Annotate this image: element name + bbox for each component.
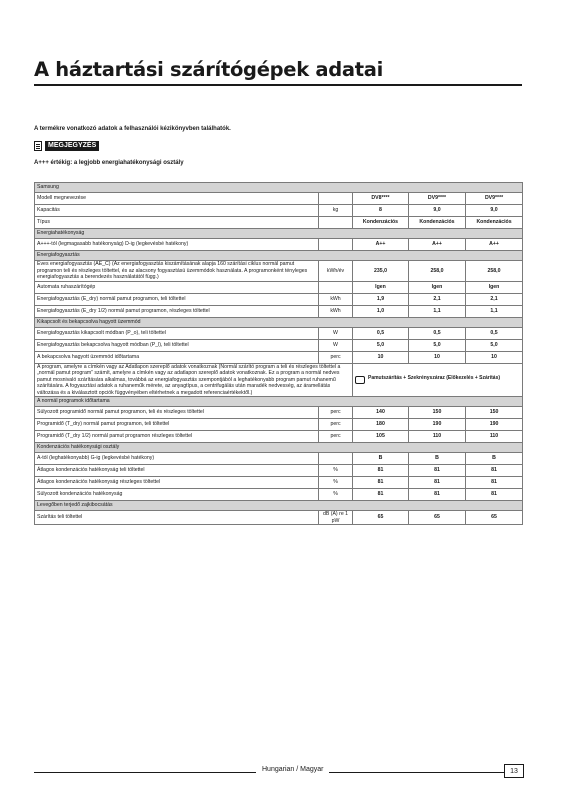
table-row bbox=[35, 327, 523, 339]
row-value: A++ bbox=[353, 239, 409, 251]
table-row bbox=[35, 339, 523, 351]
row-label: Programidő (T_dry 1/2) normál pamut programon részleges töltettel bbox=[35, 431, 319, 443]
row-value: 81 bbox=[353, 465, 409, 477]
row-unit bbox=[319, 453, 353, 465]
row-value: 110 bbox=[409, 431, 466, 443]
intro-text: A termékre vonatkozó adatok a felhasználói kézikönyvben találhatók. bbox=[34, 126, 231, 132]
row-value: A++ bbox=[466, 239, 523, 251]
table-row bbox=[35, 419, 523, 431]
section-row bbox=[35, 229, 523, 239]
row-value: Igen bbox=[409, 281, 466, 293]
row-value: 9,0 bbox=[466, 205, 523, 217]
row-value: 65 bbox=[466, 511, 523, 525]
table-row bbox=[35, 305, 523, 317]
program-note bbox=[355, 375, 520, 384]
row-unit bbox=[319, 217, 353, 229]
row-value: 81 bbox=[466, 489, 523, 501]
row-unit: % bbox=[319, 477, 353, 489]
table-row bbox=[35, 407, 523, 419]
row-value: 110 bbox=[466, 431, 523, 443]
row-value: 190 bbox=[409, 419, 466, 431]
model-row bbox=[35, 193, 523, 205]
table-row bbox=[35, 431, 523, 443]
row-value: 1,1 bbox=[466, 305, 523, 317]
row-value: 65 bbox=[409, 511, 466, 525]
row-value: 5,0 bbox=[466, 339, 523, 351]
row-value: 1,0 bbox=[353, 305, 409, 317]
row-value: 81 bbox=[409, 477, 466, 489]
section-heading: Kondenzációs hatékonysági osztály bbox=[35, 443, 523, 453]
row-label: Súlyozott kondenzációs hatékonyság bbox=[35, 489, 319, 501]
table-row bbox=[35, 205, 523, 217]
row-unit: kWh/év bbox=[319, 261, 353, 282]
row-value: 9,0 bbox=[409, 205, 466, 217]
table-row bbox=[35, 453, 523, 465]
row-value: Kondenzációs bbox=[353, 217, 409, 229]
row-value: 81 bbox=[466, 465, 523, 477]
row-value: 150 bbox=[409, 407, 466, 419]
table-row bbox=[35, 281, 523, 293]
row-unit: kWh bbox=[319, 293, 353, 305]
row-value: B bbox=[409, 453, 466, 465]
section-row bbox=[35, 317, 523, 327]
row-value: 258,0 bbox=[466, 261, 523, 282]
page-title: A háztartási szárítógépek adatai bbox=[34, 58, 384, 81]
row-value: 235,0 bbox=[353, 261, 409, 282]
note-label: MEGJEGYZÉS bbox=[45, 141, 99, 151]
row-label: Szárítás teli töltettel bbox=[35, 511, 319, 525]
row-value: 2,1 bbox=[409, 293, 466, 305]
row-unit: perc bbox=[319, 351, 353, 363]
row-unit: % bbox=[319, 465, 353, 477]
table-row bbox=[35, 363, 523, 397]
note-heading bbox=[34, 140, 99, 152]
table-row bbox=[35, 511, 523, 525]
section-heading: Kikapcsolt és bekapcsolva hagyott üzemmód bbox=[35, 317, 523, 327]
row-value: 105 bbox=[353, 431, 409, 443]
row-label: Energiafogyasztás (E_dry) normál pamut programon, teli töltettel bbox=[35, 293, 319, 305]
table-row bbox=[35, 351, 523, 363]
section-heading: Energiafogyasztás bbox=[35, 251, 523, 261]
table-row bbox=[35, 217, 523, 229]
program-icon bbox=[355, 376, 365, 384]
row-label: Típus bbox=[35, 217, 319, 229]
program-name: Pamutszárítás + Szekrényszáraz (Előkezelés + Szárítás) bbox=[368, 375, 501, 382]
row-value: 10 bbox=[409, 351, 466, 363]
row-value: Igen bbox=[353, 281, 409, 293]
brand-row bbox=[35, 183, 523, 193]
section-heading: Levegőben terjedő zajkibocsátás bbox=[35, 501, 523, 511]
model-name: DV9**** bbox=[409, 193, 466, 205]
section-row bbox=[35, 501, 523, 511]
section-heading: Energiahatékonyság bbox=[35, 229, 523, 239]
row-value: 150 bbox=[466, 407, 523, 419]
row-label: Automata ruhaszárítógép bbox=[35, 281, 319, 293]
row-label: Átlagos kondenzációs hatékonyság részleges töltettel bbox=[35, 477, 319, 489]
row-label: Energiafogyasztás bekapcsolva hagyott módban (P_l), teli töltettel bbox=[35, 339, 319, 351]
row-value: 180 bbox=[353, 419, 409, 431]
row-label: A program, amelyre a címkén vagy az Adatlapon szereplő adatok vonatkoznak (Normál szárító program a teli és részleges töltettel a „normál pamut program” számít, amelyre a címkén vagy az adatlapon szereplő adatok vonatkoznak. Ez a program a normál nedves pamut mosnivaló szárítására alkalmas, továbbá az energiafogyasztás szempontjából a leghatékonyabb program pamut ruhanemű szárítására. A fogyasztási adatok a ruhaneműk mérete, az anyagtípus, a centrifugálás után maradék nedvesség, az áramellátás változása és a kiválasztott opciók függvényében eltérhetnek a megadott referenciaértékektől.) bbox=[35, 363, 353, 397]
row-unit: perc bbox=[319, 407, 353, 419]
row-unit: W bbox=[319, 339, 353, 351]
row-value: 10 bbox=[353, 351, 409, 363]
row-label: A bekapcsolva hagyott üzemmód időtartama bbox=[35, 351, 319, 363]
row-value: 0,5 bbox=[466, 327, 523, 339]
row-value: 140 bbox=[353, 407, 409, 419]
row-value: 258,0 bbox=[409, 261, 466, 282]
row-value: 1,9 bbox=[353, 293, 409, 305]
table-row bbox=[35, 477, 523, 489]
row-label: Energiafogyasztás kikapcsolt módban (P_o), teli töltettel bbox=[35, 327, 319, 339]
row-value: 81 bbox=[353, 489, 409, 501]
row-unit: kg bbox=[319, 205, 353, 217]
footer-language: Hungarian / Magyar bbox=[256, 766, 329, 773]
table-row bbox=[35, 489, 523, 501]
note-text: A+++ értékig: a legjobb energiahatékonysági osztály bbox=[34, 160, 184, 166]
row-value: 81 bbox=[409, 465, 466, 477]
row-label: Éves energiafogyasztás (AE_C) (Az energiafogyasztás kiszámításának alapja 160 szárítási ciklus normál pamut programon teli és részleges töltettel, és az alacsony fogyasztású üzemmódok használata. A programonként tényleges energiafogyasztás a berendezés használatától függ.) bbox=[35, 261, 319, 282]
row-value: 1,1 bbox=[409, 305, 466, 317]
row-label: Energiafogyasztás (E_dry 1/2) normál pamut programon, részleges töltettel bbox=[35, 305, 319, 317]
row-value: 8 bbox=[353, 205, 409, 217]
section-row bbox=[35, 251, 523, 261]
row-value: 81 bbox=[409, 489, 466, 501]
row-value: B bbox=[466, 453, 523, 465]
program-cell bbox=[353, 363, 523, 397]
brand-cell: Samsung bbox=[35, 183, 523, 193]
row-label: Programidő (T_dry) normál pamut programon, teli töltettel bbox=[35, 419, 319, 431]
row-label: A+++-tól (legmagasabb hatékonyság) D-ig (legkevésbé hatékony) bbox=[35, 239, 319, 251]
row-value: Kondenzációs bbox=[466, 217, 523, 229]
row-unit bbox=[319, 239, 353, 251]
row-unit: perc bbox=[319, 419, 353, 431]
row-value: Igen bbox=[466, 281, 523, 293]
row-unit bbox=[319, 281, 353, 293]
row-value: 5,0 bbox=[409, 339, 466, 351]
table-row bbox=[35, 465, 523, 477]
table-row bbox=[35, 261, 523, 282]
row-value: 65 bbox=[353, 511, 409, 525]
section-heading: A normál programok időtartama bbox=[35, 397, 523, 407]
row-value: 81 bbox=[353, 477, 409, 489]
model-label: Modell megnevezése bbox=[35, 193, 319, 205]
title-rule bbox=[34, 84, 522, 86]
row-value: 5,0 bbox=[353, 339, 409, 351]
row-value: 10 bbox=[466, 351, 523, 363]
row-unit: dB (A) re 1 pW bbox=[319, 511, 353, 525]
row-value: 0,5 bbox=[409, 327, 466, 339]
row-value: A++ bbox=[409, 239, 466, 251]
row-value: 190 bbox=[466, 419, 523, 431]
row-label: Átlagos kondenzációs hatékonyság teli töltettel bbox=[35, 465, 319, 477]
page-number: 13 bbox=[504, 764, 524, 778]
model-unit bbox=[319, 193, 353, 205]
row-value: B bbox=[353, 453, 409, 465]
row-label: Kapacitás bbox=[35, 205, 319, 217]
row-unit: W bbox=[319, 327, 353, 339]
spec-table bbox=[34, 182, 523, 525]
row-value: 0,5 bbox=[353, 327, 409, 339]
row-label: A-tól (leghatékonyabb) G-ig (legkevésbé hatékony) bbox=[35, 453, 319, 465]
section-row bbox=[35, 397, 523, 407]
note-icon bbox=[34, 141, 42, 151]
row-value: 81 bbox=[466, 477, 523, 489]
row-unit: perc bbox=[319, 431, 353, 443]
table-row bbox=[35, 293, 523, 305]
section-row bbox=[35, 443, 523, 453]
row-value: 2,1 bbox=[466, 293, 523, 305]
row-label: Súlyozott programidő normál pamut programon, teli és részleges töltettel bbox=[35, 407, 319, 419]
model-name: DV8**** bbox=[353, 193, 409, 205]
table-row bbox=[35, 239, 523, 251]
row-value: Kondenzációs bbox=[409, 217, 466, 229]
row-unit: kWh bbox=[319, 305, 353, 317]
row-unit: % bbox=[319, 489, 353, 501]
model-name: DV9**** bbox=[466, 193, 523, 205]
